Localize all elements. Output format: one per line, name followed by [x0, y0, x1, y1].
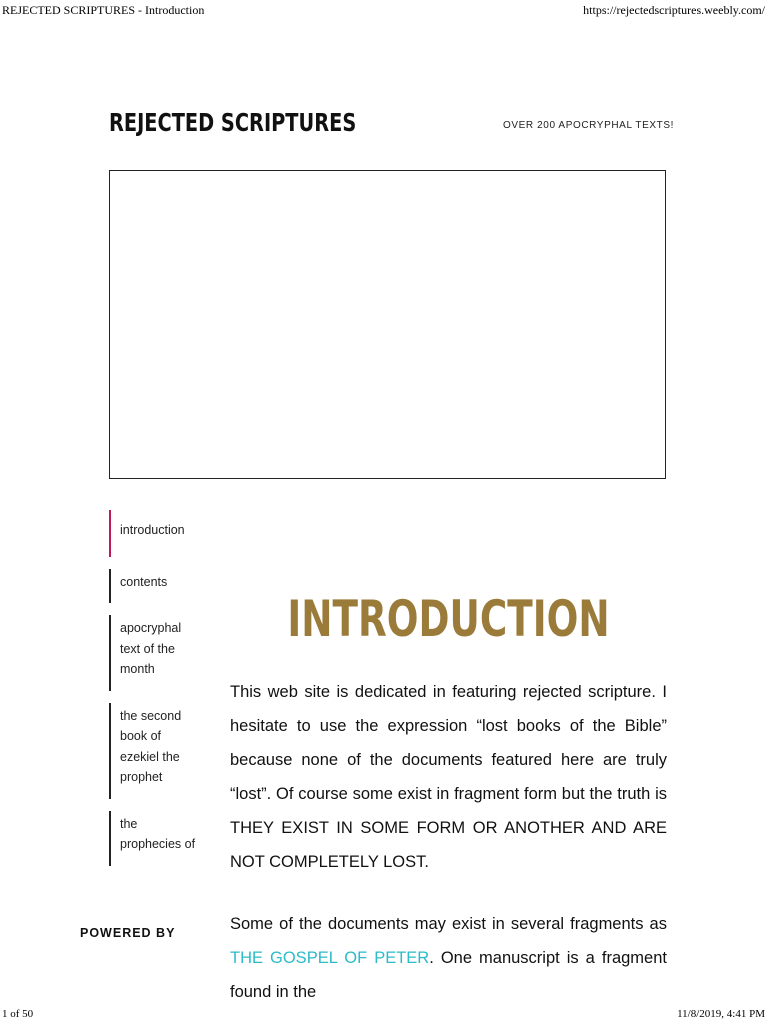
banner-image	[109, 170, 666, 479]
nav-item-label: the prophecies of	[120, 816, 196, 851]
nav-item-prophecies[interactable]	[109, 811, 199, 866]
intro-paragraph-2	[230, 907, 667, 1009]
paragraph-text: . One manuscript is a fragment found in the	[230, 949, 667, 1001]
nav-item-label: apocryphal text of the month	[120, 621, 182, 676]
nav-item-label: introduction	[120, 523, 185, 537]
nav-item-label: contents	[120, 574, 168, 589]
page-title: INTRODUCTION	[287, 589, 610, 648]
main-content	[230, 675, 667, 1001]
site-title[interactable]: REJECTED SCRIPTURES	[109, 108, 357, 137]
nav-item-label: the second book of ezekiel the prophet	[120, 708, 182, 784]
paragraph-text: Some of the documents may exist in several fragments as	[230, 915, 667, 933]
print-footer-datetime: 11/8/2019, 4:41 PM	[677, 1008, 765, 1020]
site-tagline: OVER 200 APOCRYPHAL TEXTS!	[503, 120, 675, 131]
nav-item-introduction[interactable]	[109, 510, 199, 557]
print-footer-page: 1 of 50	[2, 1008, 34, 1020]
nav-item-contents[interactable]	[109, 569, 199, 604]
nav-item-second-book-of-ezekiel[interactable]	[109, 703, 199, 799]
print-header-url: https://rejectedscriptures.weebly.com/	[583, 3, 765, 17]
print-header-title: REJECTED SCRIPTURES - Introduction	[2, 3, 205, 17]
sidebar-nav	[109, 510, 199, 903]
nav-item-apocryphal-text-of-the-month[interactable]	[109, 615, 199, 691]
powered-by-label[interactable]: POWERED BY	[80, 926, 176, 940]
intro-paragraph-1: This web site is dedicated in featuring rejected scripture. I hesitate to use the expression “lost books of the Bible” because none of the documents featured here are truly “lost”. Of course some exist in fragment form but the truth is THEY EXIST IN SOME FORM OR ANOTHER AND ARE NOT COMPLETELY LOST.	[230, 683, 667, 871]
gospel-of-peter-link[interactable]: THE GOSPEL OF PETER	[230, 949, 430, 967]
